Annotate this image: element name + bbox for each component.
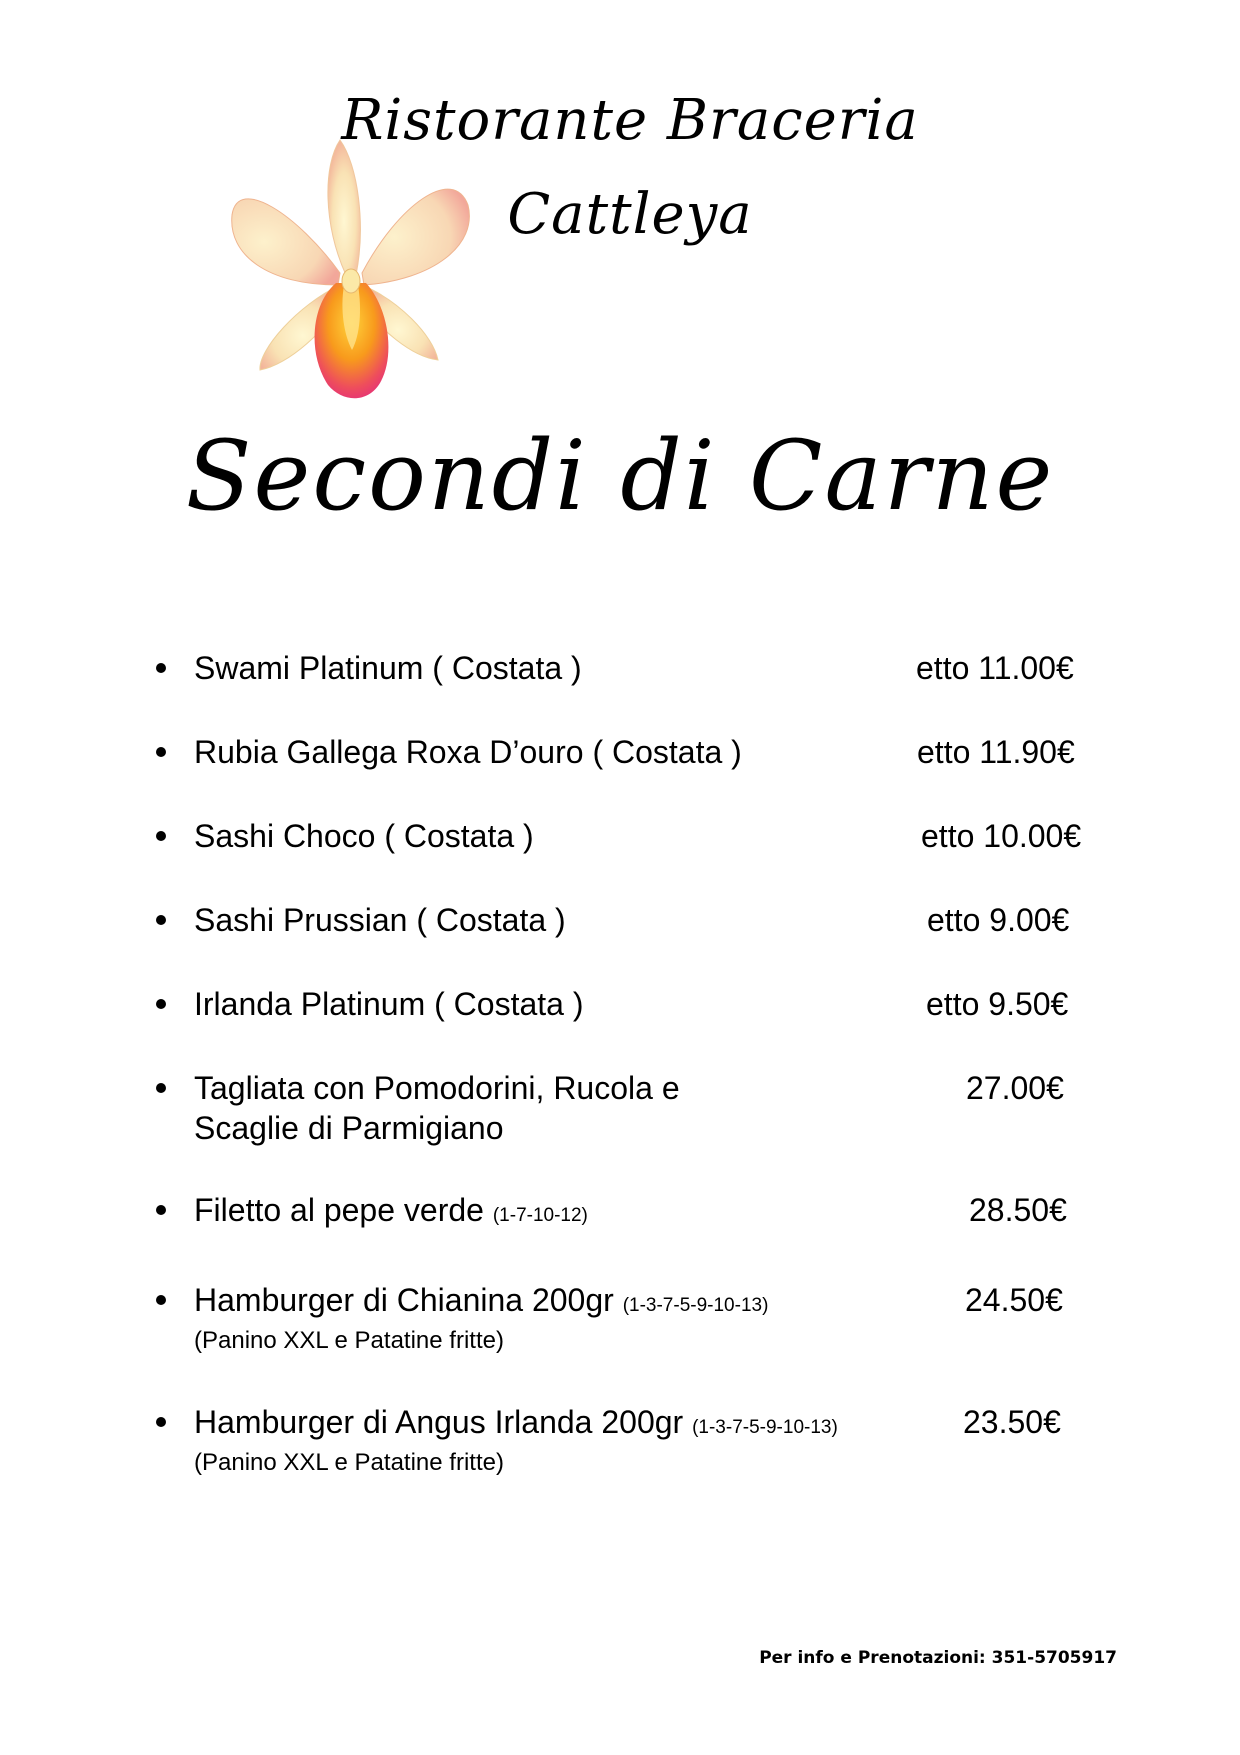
dish-price: 27.00€ xyxy=(966,1070,1064,1106)
dish-price: 24.50€ xyxy=(965,1282,1063,1318)
bullet-icon xyxy=(156,999,166,1009)
menu-item xyxy=(150,1068,1110,1148)
dish-price: etto 9.00€ xyxy=(927,902,1070,938)
dish-name: Rubia Gallega Roxa D’ouro ( Costata ) xyxy=(194,734,742,770)
bullet-icon xyxy=(156,915,166,925)
menu-item xyxy=(150,984,1110,1024)
dish-price: etto 11.00€ xyxy=(916,650,1074,686)
bullet-icon xyxy=(156,831,166,841)
restaurant-name-line-1: Ristorante Braceria xyxy=(341,88,919,153)
bullet-icon xyxy=(156,1295,166,1305)
dish-price: etto 10.00€ xyxy=(921,818,1082,854)
dish-name: Hamburger di Chianina 200gr xyxy=(194,1282,614,1318)
contact-info: Per info e Prenotazioni: 351-5705917 xyxy=(759,1648,1117,1668)
restaurant-name-line-2: Cattleya xyxy=(507,182,753,247)
bullet-icon xyxy=(156,1083,166,1093)
menu-item xyxy=(150,648,1110,688)
dish-name: Filetto al pepe verde xyxy=(194,1192,484,1228)
dish-price: 23.50€ xyxy=(963,1404,1061,1440)
menu-item xyxy=(150,1280,1110,1356)
allergen-codes: (1-7-10-12) xyxy=(492,1205,588,1226)
dish-name: Swami Platinum ( Costata ) xyxy=(194,650,582,686)
bullet-icon xyxy=(156,663,166,673)
menu-item xyxy=(150,1402,1110,1478)
dish-name: Tagliata con Pomodorini, Rucola e xyxy=(194,1070,680,1106)
dish-name: Irlanda Platinum ( Costata ) xyxy=(194,986,584,1022)
dish-name: Sashi Prussian ( Costata ) xyxy=(194,902,566,938)
menu-item xyxy=(150,1190,1110,1236)
dish-name: Sashi Choco ( Costata ) xyxy=(194,818,534,854)
bullet-icon xyxy=(156,1205,166,1215)
menu-item xyxy=(150,816,1110,856)
menu-item xyxy=(150,732,1110,772)
orchid-flower-icon xyxy=(228,135,488,405)
dish-note: (Panino XXL e Patatine fritte) xyxy=(194,1449,504,1476)
dish-price: 28.50€ xyxy=(969,1192,1067,1228)
dish-price: etto 9.50€ xyxy=(926,986,1069,1022)
dish-price: etto 11.90€ xyxy=(917,734,1075,770)
bullet-icon xyxy=(156,747,166,757)
bullet-icon xyxy=(156,1417,166,1427)
dish-note: (Panino XXL e Patatine fritte) xyxy=(194,1327,504,1354)
dish-name: Hamburger di Angus Irlanda 200gr xyxy=(194,1404,684,1440)
dish-name-line-2: Scaglie di Parmigiano xyxy=(194,1110,504,1146)
menu-list xyxy=(150,648,1110,1524)
menu-item xyxy=(150,900,1110,940)
allergen-codes: (1-3-7-5-9-10-13) xyxy=(692,1417,838,1438)
section-title: Secondi di Carne xyxy=(185,420,1055,532)
allergen-codes: (1-3-7-5-9-10-13) xyxy=(622,1295,769,1316)
